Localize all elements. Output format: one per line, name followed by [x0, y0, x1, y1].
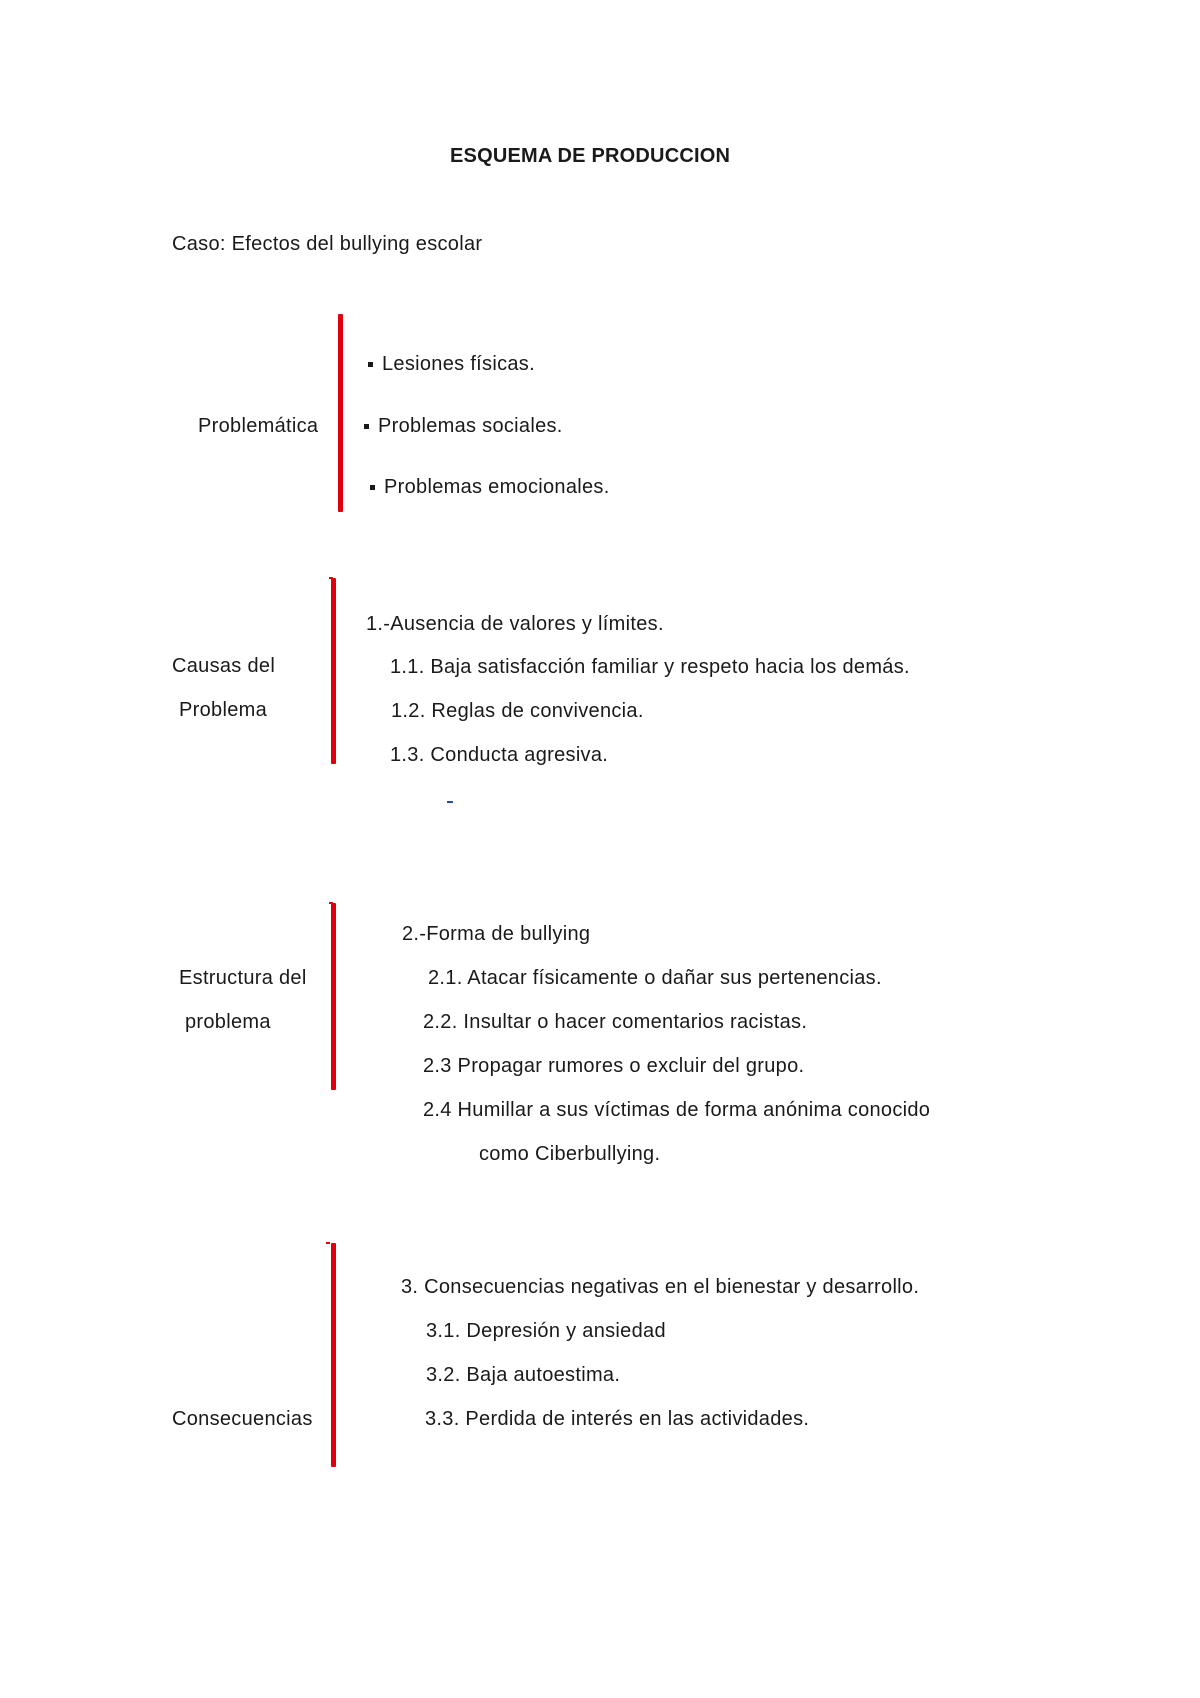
list-item-text: Problemas emocionales. — [384, 476, 610, 498]
consecuencias-heading: 3. Consecuencias negativas en el bienestar y desarrollo. — [401, 1276, 920, 1298]
section-label-estructura-line2: problema — [185, 1011, 271, 1033]
bullet-icon — [364, 424, 369, 429]
dash-mark — [447, 801, 453, 803]
section-label-estructura-line1: Estructura del — [179, 967, 307, 989]
bullet-icon — [370, 485, 375, 490]
bracket-estructura — [331, 903, 336, 1090]
bracket-problematica — [338, 314, 343, 512]
list-item — [364, 414, 563, 438]
list-item-continuation: como Ciberbullying. — [479, 1143, 661, 1165]
list-item: 1.1. Baja satisfacción familiar y respeto hacia los demás. — [390, 656, 910, 678]
bullet-icon — [368, 362, 373, 367]
bracket-tick — [326, 1242, 330, 1244]
section-label-causas-line1: Causas del — [172, 655, 276, 677]
list-item: 1.3. Conducta agresiva. — [390, 744, 609, 766]
list-item-text: Lesiones físicas. — [382, 353, 535, 375]
list-item: 2.1. Atacar físicamente o dañar sus pertenencias. — [428, 967, 882, 989]
list-item: 2.2. Insultar o hacer comentarios racistas. — [423, 1011, 808, 1033]
list-item: 2.4 Humillar a sus víctimas de forma anónima conocido — [423, 1099, 931, 1121]
list-item: 1.2. Reglas de convivencia. — [391, 700, 644, 722]
section-label-consecuencias: Consecuencias — [172, 1408, 313, 1430]
list-item: 2.3 Propagar rumores o excluir del grupo. — [423, 1055, 805, 1077]
bracket-causas — [331, 578, 336, 764]
estructura-heading: 2.-Forma de bullying — [402, 923, 591, 945]
list-item: 3.1. Depresión y ansiedad — [426, 1320, 666, 1342]
list-item — [370, 475, 610, 499]
case-line: Caso: Efectos del bullying escolar — [172, 233, 483, 255]
page-title: ESQUEMA DE PRODUCCION — [450, 145, 731, 167]
bracket-consecuencias — [331, 1243, 336, 1467]
list-item-text: Problemas sociales. — [378, 415, 563, 437]
list-item: 3.2. Baja autoestima. — [426, 1364, 621, 1386]
list-item — [368, 352, 535, 376]
section-label-problematica: Problemática — [198, 415, 319, 437]
list-item: 3.3. Perdida de interés en las actividades. — [425, 1408, 810, 1430]
section-label-causas-line2: Problema — [179, 699, 267, 721]
causas-heading: 1.-Ausencia de valores y límites. — [366, 613, 664, 635]
